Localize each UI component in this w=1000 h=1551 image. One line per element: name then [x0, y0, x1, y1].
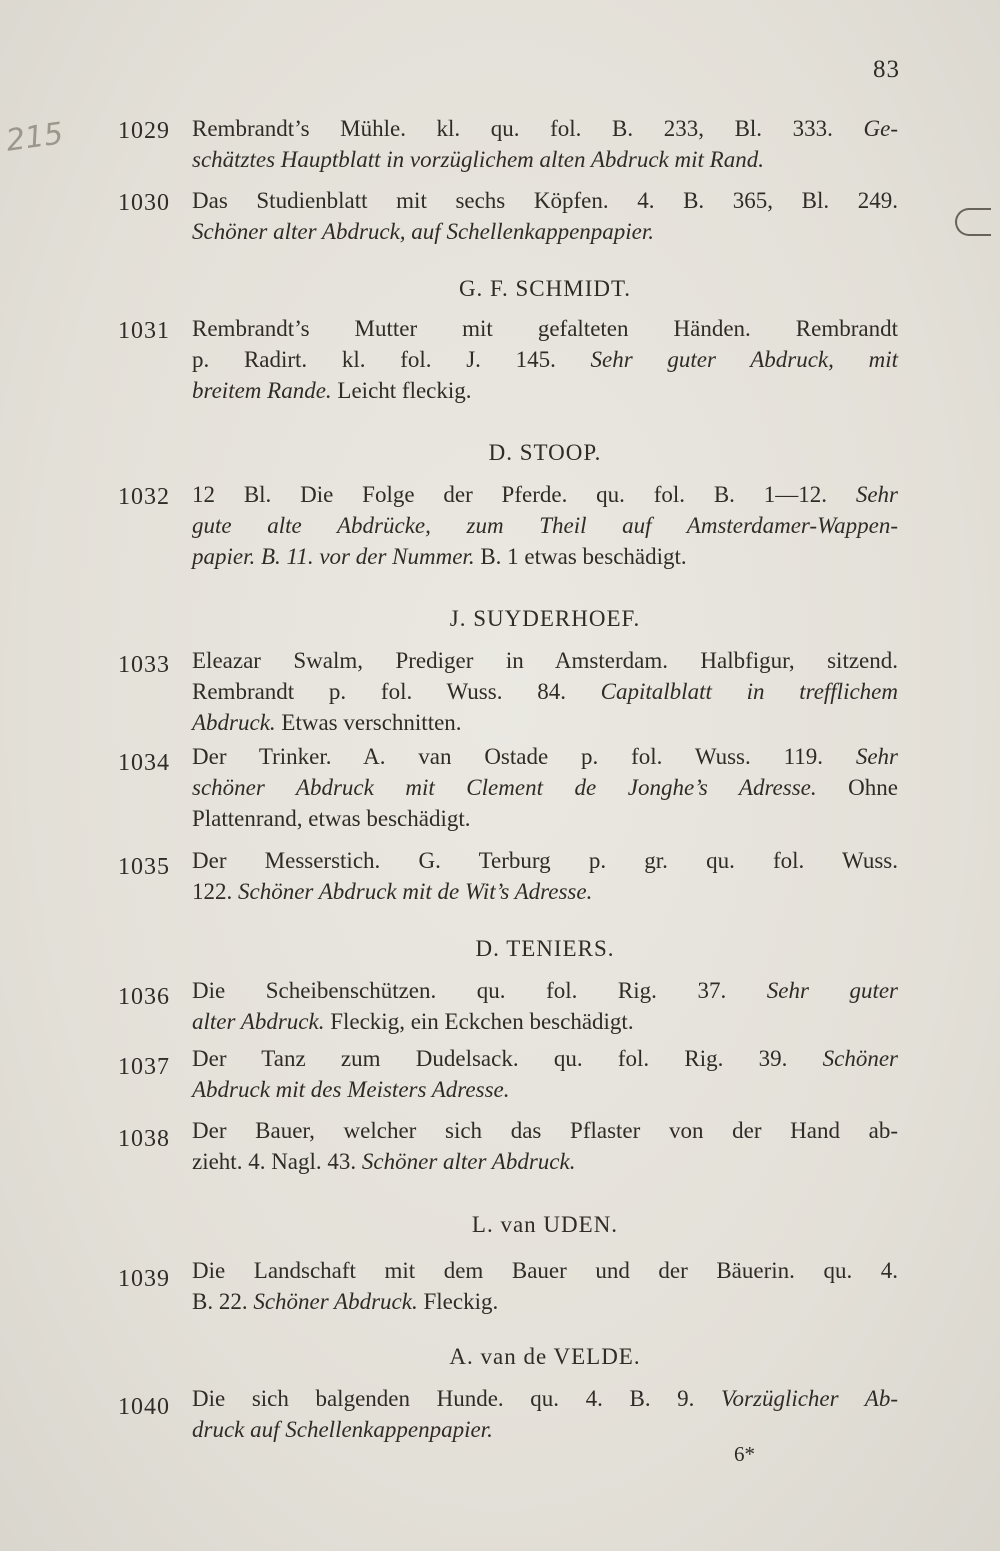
entry-line — [192, 1287, 898, 1317]
entry-text-italic: druck auf Schellenkappenpapier. — [192, 1417, 493, 1442]
entry-text-italic: alter Abdruck. — [192, 1009, 325, 1034]
entry-text-italic: Schöner alter Abdruck. — [361, 1149, 576, 1174]
entry-text-italic: Ge- — [863, 116, 898, 141]
pencil-bracket-mark — [955, 208, 991, 236]
artist-heading: J. SUYDERHOEF. — [449, 606, 641, 631]
signature-mark: 6* — [734, 1442, 755, 1466]
entry-line — [192, 480, 898, 510]
entry-line — [192, 1147, 898, 1177]
entry-line — [192, 677, 898, 707]
page-number: 83 — [873, 56, 900, 83]
entry-number: 1032 — [118, 484, 170, 510]
entry-text-italic: Abdruck. — [192, 710, 276, 735]
entry-line — [192, 877, 898, 907]
entry-text: Das Studienblatt mit sechs Köpfen. 4. B. 365, Bl. 249. — [192, 188, 898, 213]
entry-text-italic: Schöner Abdruck mit de Wit’s Adresse. — [238, 879, 593, 904]
entry-text: Rembrandt’s Mühle. kl. qu. fol. B. 233, Bl. 333. — [192, 116, 864, 141]
entry-line — [192, 1007, 898, 1037]
entry-text-italic: Sehr guter Abdruck, mit — [590, 347, 898, 372]
entry-line — [192, 1075, 898, 1105]
entry-text: Der Tanz zum Dudelsack. qu. fol. Rig. 39. — [192, 1046, 823, 1071]
entry-text: Der Trinker. A. van Ostade p. fol. Wuss. 119. — [192, 744, 856, 769]
entry-line — [192, 646, 898, 676]
entry-line — [192, 145, 898, 175]
entry-line — [192, 976, 898, 1006]
entry-number: 1029 — [118, 118, 170, 144]
entry-line — [192, 217, 898, 247]
entry-line — [192, 376, 898, 406]
entry-text: Fleckig, ein Eckchen beschädigt. — [324, 1009, 634, 1034]
entry-line — [192, 542, 898, 572]
entry-text: Fleckig. — [417, 1289, 499, 1314]
entry-text-italic: schöner Abdruck mit Clement de Jonghe’s Adresse. — [192, 775, 817, 800]
entry-line — [192, 804, 898, 834]
artist-heading: D. STOOP. — [488, 440, 602, 465]
entry-text-italic: Vorzüglicher Ab- — [721, 1386, 898, 1411]
entry-text: Rembrandt p. fol. Wuss. 84. — [192, 679, 601, 704]
entry-text-italic: Sehr — [855, 744, 898, 769]
entry-number: 1030 — [118, 190, 170, 216]
entry-text-italic: Abdruck mit des Meisters Adresse. — [192, 1077, 510, 1102]
entry-line — [192, 314, 898, 344]
entry-number: 1031 — [118, 318, 170, 344]
entry-text-italic: Capitalblatt in trefflichem — [600, 679, 898, 704]
entry-line — [192, 1384, 898, 1414]
entry-text: p. Radirt. kl. fol. J. 145. — [192, 347, 591, 372]
entry-text: zieht. 4. Nagl. 43. — [192, 1149, 362, 1174]
entry-text: B. 22. — [192, 1289, 254, 1314]
entry-line — [192, 708, 898, 738]
artist-heading: G. F. SCHMIDT. — [458, 276, 632, 301]
entry-text: Rembrandt’s Mutter mit gefalteten Händen. Rembrandt — [192, 316, 898, 341]
entry-line — [192, 1256, 898, 1286]
entry-text-italic: Sehr — [855, 482, 898, 507]
entry-line — [192, 1044, 898, 1074]
artist-heading: A. van de VELDE. — [449, 1344, 641, 1369]
entry-line — [192, 1415, 898, 1445]
entry-number: 1040 — [118, 1394, 170, 1420]
entry-text-italic: schätztes Hauptblatt in vorzüglichem alten Abdruck mit Rand. — [192, 147, 764, 172]
entry-line — [192, 1116, 898, 1146]
entry-text: B. 1 etwas beschädigt. — [474, 544, 687, 569]
entry-text: Der Bauer, welcher sich das Pflaster von der Hand ab- — [192, 1118, 898, 1143]
entry-text: Die sich balgenden Hunde. qu. 4. B. 9. — [192, 1386, 722, 1411]
entry-text: Eleazar Swalm, Prediger in Amsterdam. Halbfigur, sitzend. — [192, 648, 898, 673]
entry-line — [192, 511, 898, 541]
handwritten-margin-note: 215 — [3, 116, 66, 159]
entry-number: 1033 — [118, 652, 170, 678]
entry-text: Etwas verschnitten. — [275, 710, 462, 735]
entry-text-italic: Schöner alter Abdruck, auf Schellenkappenpapier. — [192, 219, 655, 244]
entry-text-italic: gute alte Abdrücke, zum Theil auf Amsterdamer-Wappen- — [192, 513, 898, 538]
entry-line — [192, 742, 898, 772]
entry-text: 12 Bl. Die Folge der Pferde. qu. fol. B. 1—12. — [192, 482, 856, 507]
entry-line — [192, 114, 898, 144]
artist-heading: D. TENIERS. — [475, 936, 615, 961]
entry-text-italic: Schöner — [822, 1046, 898, 1071]
entry-number: 1035 — [118, 854, 170, 880]
entry-text: Die Landschaft mit dem Bauer und der Bäuerin. qu. 4. — [192, 1258, 898, 1283]
entry-number: 1039 — [118, 1266, 170, 1292]
entry-number: 1036 — [118, 984, 170, 1010]
entry-number: 1034 — [118, 750, 170, 776]
entry-text: Plattenrand, etwas beschädigt. — [192, 806, 471, 831]
entry-text-italic: Schöner Abdruck. — [253, 1289, 418, 1314]
entry-line — [192, 773, 898, 803]
entry-text: 122. — [192, 879, 238, 904]
entry-text-italic: Sehr guter — [766, 978, 898, 1003]
entry-line — [192, 345, 898, 375]
entry-text-italic: breitem Rande. — [192, 378, 332, 403]
artist-heading: L. van UDEN. — [471, 1212, 619, 1237]
entry-line — [192, 186, 898, 216]
entry-number: 1038 — [118, 1126, 170, 1152]
entry-number: 1037 — [118, 1054, 170, 1080]
entry-text-italic: papier. B. 11. vor der Nummer. — [192, 544, 475, 569]
entry-line — [192, 846, 898, 876]
entry-text: Die Scheibenschützen. qu. fol. Rig. 37. — [192, 978, 767, 1003]
entry-text: Leicht fleckig. — [331, 378, 472, 403]
entry-text: Der Messerstich. G. Terburg p. gr. qu. fol. Wuss. — [192, 848, 898, 873]
entry-text: Ohne — [816, 775, 898, 800]
